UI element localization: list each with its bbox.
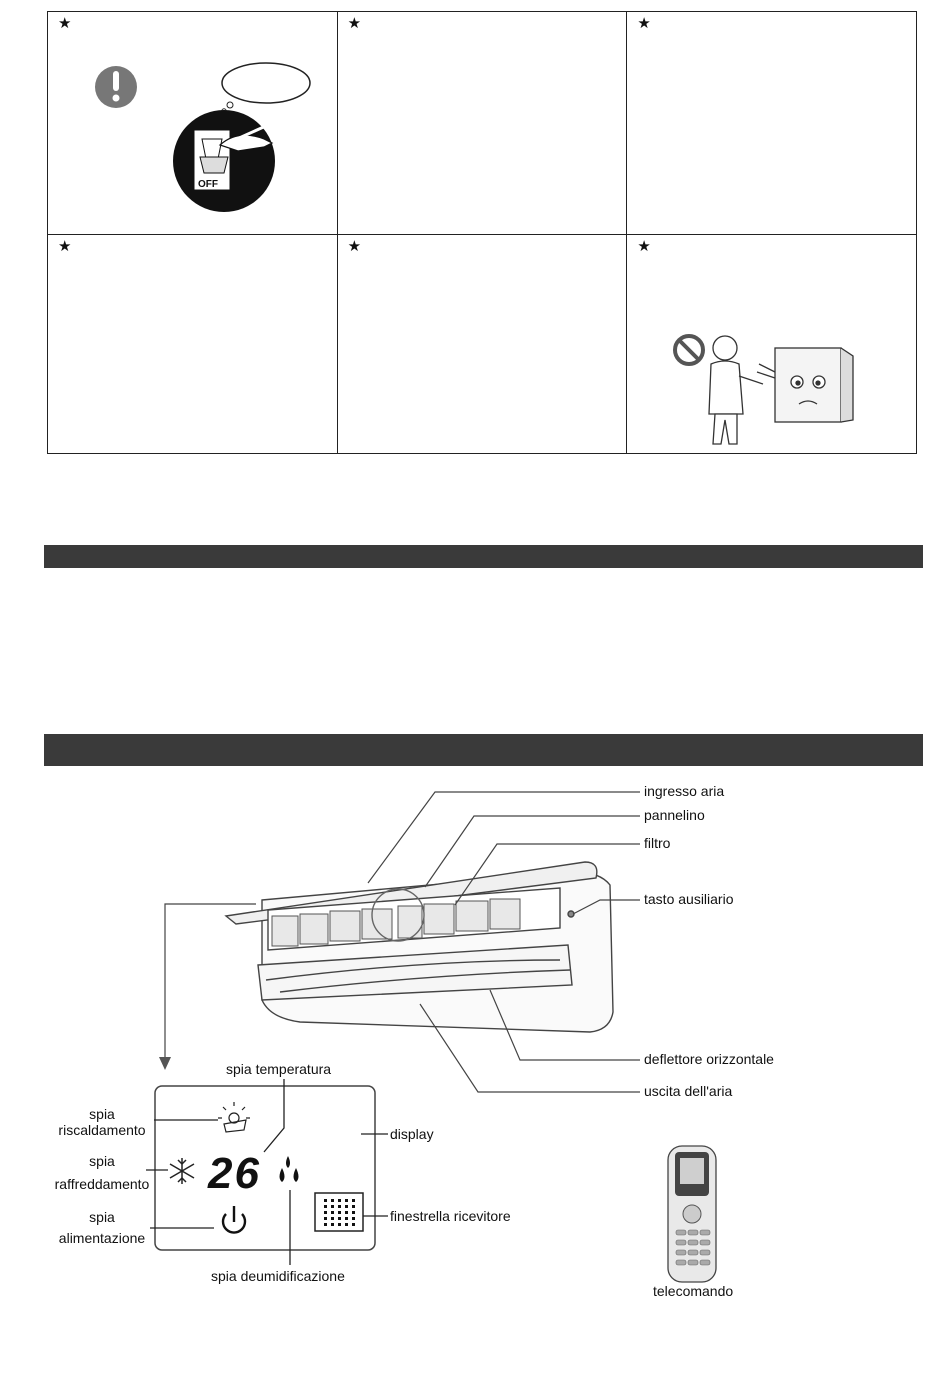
indoor-unit-illustration [226, 862, 613, 1032]
label-heating-indicator-1: spia [89, 1106, 115, 1122]
label-dehumidification-indicator: spia deumidificazione [211, 1268, 345, 1284]
receiver-dot [352, 1211, 355, 1214]
receiver-dot [352, 1223, 355, 1226]
receiver-dot [345, 1217, 348, 1220]
receiver-dot [352, 1205, 355, 1208]
receiver-dot [331, 1199, 334, 1202]
receiver-dot [324, 1199, 327, 1202]
receiver-dot [338, 1211, 341, 1214]
label-panel: pannelino [644, 807, 705, 823]
label-heating-indicator-2: riscaldamento [58, 1122, 146, 1138]
label-cooling-indicator-1: spia [89, 1153, 115, 1169]
star-icon: ★ [637, 237, 651, 255]
arrow-down-icon [159, 1057, 171, 1070]
label-display: display [390, 1126, 434, 1142]
star-icon: ★ [637, 14, 651, 32]
receiver-dot [324, 1223, 327, 1226]
label-power-indicator-2: alimentazione [58, 1230, 146, 1246]
temperature-readout: 26 [208, 1149, 261, 1198]
receiver-dot [352, 1199, 355, 1202]
receiver-dot [338, 1223, 341, 1226]
star-icon: ★ [58, 237, 72, 255]
label-horizontal-louver: deflettore orizzontale [644, 1051, 774, 1067]
receiver-dot [338, 1217, 341, 1220]
star-icon: ★ [347, 14, 362, 32]
off-label: OFF [198, 179, 218, 190]
star-icon: ★ [58, 14, 72, 32]
remote-control-illustration [668, 1146, 716, 1282]
star-icon: ★ [347, 237, 362, 255]
label-cooling-indicator-2: raffreddamento [54, 1176, 150, 1192]
label-receiver-window: finestrella ricevitore [390, 1208, 511, 1224]
receiver-dot [331, 1217, 334, 1220]
receiver-dot [338, 1205, 341, 1208]
label-remote-control: telecomando [653, 1283, 734, 1299]
receiver-dot [338, 1199, 341, 1202]
receiver-dot [331, 1205, 334, 1208]
receiver-dot [345, 1205, 348, 1208]
receiver-dots [320, 1197, 358, 1227]
receiver-dot [345, 1223, 348, 1226]
receiver-dot [345, 1211, 348, 1214]
label-air-inlet: ingresso aria [644, 783, 725, 799]
receiver-dot [324, 1211, 327, 1214]
receiver-dot [331, 1223, 334, 1226]
receiver-dot [331, 1211, 334, 1214]
receiver-dot [345, 1199, 348, 1202]
label-filter: filtro [644, 835, 671, 851]
receiver-dot [324, 1205, 327, 1208]
receiver-dot [324, 1217, 327, 1220]
label-temperature-indicator: spia temperatura [226, 1061, 332, 1077]
label-power-indicator-1: spia [89, 1209, 115, 1225]
label-air-outlet: uscita dell'aria [644, 1083, 733, 1099]
receiver-dot [352, 1217, 355, 1220]
label-aux-button: tasto ausiliario [644, 891, 734, 907]
